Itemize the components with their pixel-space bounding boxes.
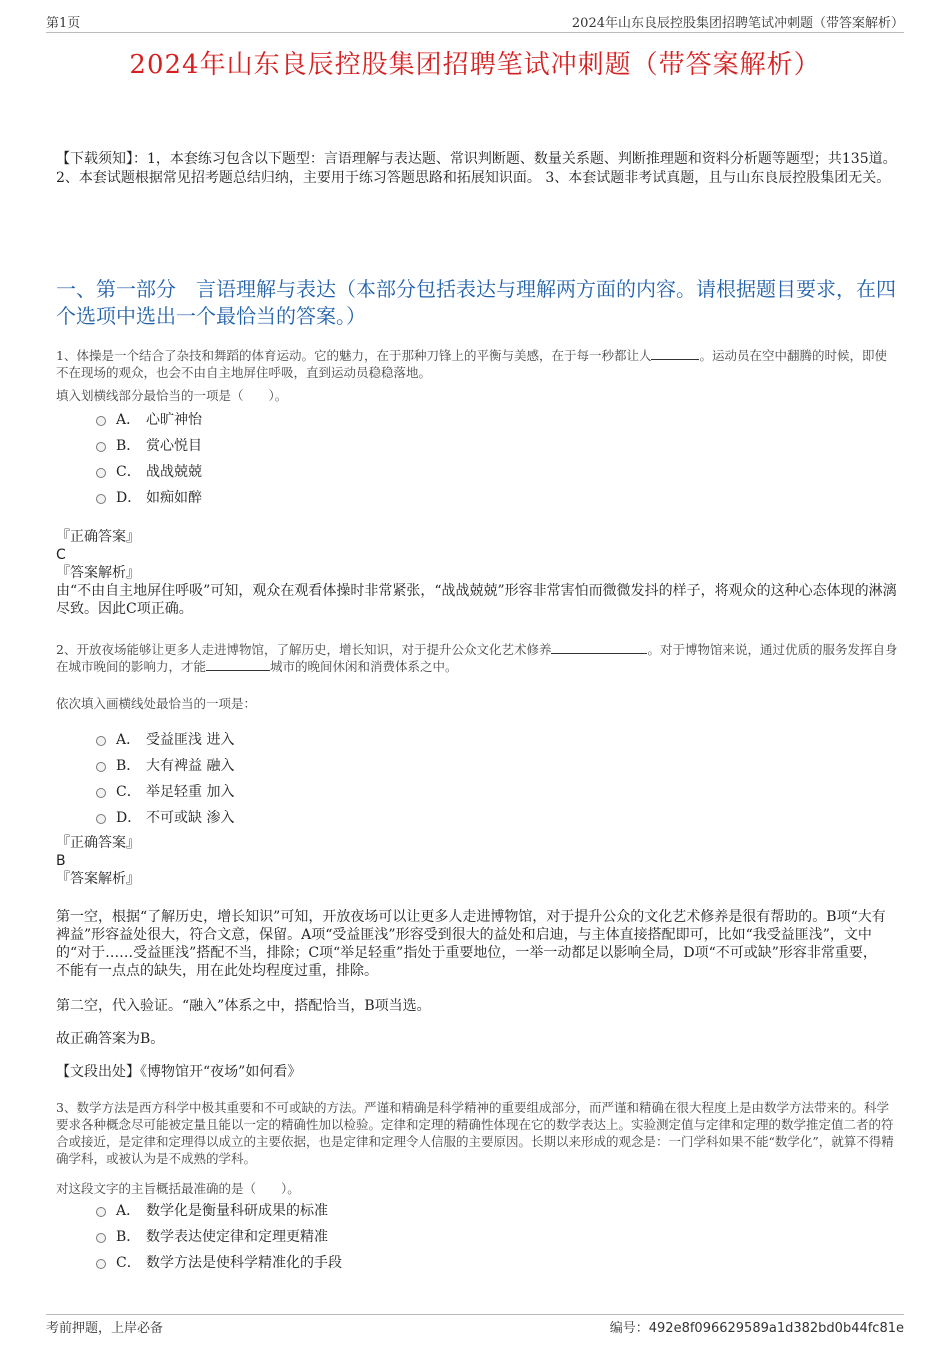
- q1-stem-part-a: 1、体操是一个结合了杂技和舞蹈的体育运动。它的魅力，在于那种刀锋上的平衡与美感，在于每一秒都让人: [56, 348, 652, 363]
- q2-blank-2: [206, 658, 270, 671]
- q3-option-b[interactable]: B． 数学表达使定律和定理更精准: [96, 1223, 342, 1249]
- q2-option-d[interactable]: D． 不可或缺 渗入: [96, 804, 234, 830]
- radio-icon[interactable]: [96, 1233, 106, 1243]
- q2-option-c[interactable]: C． 举足轻重 加入: [96, 778, 234, 804]
- q3-option-a[interactable]: A． 数学化是衡量科研成果的标准: [96, 1197, 342, 1223]
- radio-icon[interactable]: [96, 788, 106, 798]
- q1-option-d[interactable]: D． 如痴如醉: [96, 484, 202, 510]
- q1-option-b[interactable]: B． 赏心悦目: [96, 432, 202, 458]
- q2-analysis-para-3: 故正确答案为B。: [56, 1031, 165, 1047]
- question-3-stem: 3、数学方法是西方科学中极其重要和不可或缺的方法。严谨和精确是科学精神的重要组成部分，而严谨和精确在很大程度上是由数学方法带来的。科学要求各种概念尽可能被定量且能以一定的精确性加以检验。定律和定理的精确性体现在它的数学表达上。实验测定值与定律和定理的数学推定值二者的符合或接近，是定律和定理得以成立的主要依据，也是定律和定理令人信服的主要原因。长期以来形成的观念是：一门学科如果不能“数学化”，就算不得精确学科，或被认为是不成熟的学科。: [56, 1100, 894, 1166]
- radio-icon[interactable]: [96, 468, 106, 478]
- q2-analysis-para-2: 第二空，代入验证。“融入”体系之中，搭配恰当，B项当选。: [56, 998, 431, 1014]
- question-2-stem: [56, 641, 898, 675]
- q3-options: [96, 1197, 342, 1275]
- radio-icon[interactable]: [96, 1207, 106, 1217]
- radio-icon[interactable]: [96, 736, 106, 746]
- radio-icon[interactable]: [96, 1259, 106, 1269]
- section-heading: 一、第一部分 言语理解与表达（本部分包括表达与理解两方面的内容。请根据题目要求，在四个选项中选出一个最恰当的答案。）: [56, 277, 896, 328]
- q2-option-b[interactable]: B． 大有裨益 融入: [96, 752, 234, 778]
- q2-stem-part-a: 2、开放夜场能够让更多人走进博物馆，了解历史，增长知识，对于提升公众文化艺术修养: [56, 642, 552, 657]
- q2-blank-1: [551, 641, 647, 654]
- q2-stem-part-b: 。对于博物馆来说，通过优质的服务发挥自身在城市晚间的影响力，才能: [56, 642, 898, 674]
- q1-prompt: 填入划横线部分最恰当的一项是（ ）。: [56, 388, 288, 403]
- q2-options: [96, 726, 234, 830]
- analysis-label: 『答案解析』: [56, 565, 140, 581]
- q3-prompt: 对这段文字的主旨概括最准确的是（ ）。: [56, 1181, 300, 1196]
- q1-stem-part-b: 。运动员在空中翻腾的时候，即使不在现场的观众，也会不由自主地屏住呼吸，直到运动员稳稳落地。: [56, 348, 887, 380]
- radio-icon[interactable]: [96, 416, 106, 426]
- q3-option-c[interactable]: C． 数学方法是使科学精准化的手段: [96, 1249, 342, 1275]
- answer-value: C: [56, 547, 66, 563]
- analysis-text: 由“不由自主地屏住呼吸”可知，观众在观看体操时非常紧张，“战战兢兢”形容非常害怕而微微发抖的样子，将观众的这种心态体现的淋漓尽致。因此C项正确。: [56, 583, 897, 617]
- download-notice: 【下载须知】：1，本套练习包含以下题型：言语理解与表达题、常识判断题、数量关系题、判断推理题和资料分析题等题型；共135道。 2、本套试题根据常见招考题总结归纳，主要用于练习答题思路和拓展知识面。 3、本套试题非考试真题，且与山东良辰控股集团无关。: [56, 151, 897, 186]
- page-footer: [46, 1314, 904, 1337]
- footer-code: 编号：492e8f096629589a1d382bd0b44fc81e: [609, 1321, 904, 1336]
- q2-source: 【文段出处】《博物馆开“夜场”如何看》: [56, 1064, 302, 1080]
- radio-icon[interactable]: [96, 814, 106, 824]
- q1-options: [96, 406, 202, 510]
- page-title: 2024年山东良辰控股集团招聘笔试冲刺题（带答案解析）: [129, 50, 821, 80]
- radio-icon[interactable]: [96, 442, 106, 452]
- page-header: [46, 12, 904, 33]
- q2-prompt: 依次填入画横线处最恰当的一项是：: [56, 696, 257, 711]
- q2-stem-part-c: 城市的晚间休闲和消费体系之中。: [270, 659, 458, 674]
- q1-blank: [651, 347, 699, 360]
- page-number: 第1页: [46, 16, 81, 31]
- q1-option-c[interactable]: C． 战战兢兢: [96, 458, 202, 484]
- radio-icon[interactable]: [96, 494, 106, 504]
- q1-answer-block: [56, 528, 898, 618]
- answer-value: B: [56, 853, 66, 869]
- answer-label: 『正确答案』: [56, 835, 140, 851]
- q2-answer-block: [56, 834, 898, 888]
- answer-label: 『正确答案』: [56, 529, 140, 545]
- q2-analysis-para-1: 第一空，根据“了解历史，增长知识”可知，开放夜场可以让更多人走进博物馆，对于提升公众的文化艺术修养是很有帮助的。B项“大有裨益”形容益处很大，符合文意，保留。A项“受益匪浅”形容受到很大的益处和启迪，与主体直接搭配即可，比如“我受益匪浅”，文中的“对于……受益匪浅”搭配不当，排除；C项“举足轻重”指处于重要地位，一举一动都足以影响全局，D项“不可或缺”形容非常重要，不能有一点点的缺失，用在此处均程度过重，排除。: [56, 909, 886, 979]
- footer-slogan: 考前押题，上岸必备: [46, 1321, 164, 1336]
- radio-icon[interactable]: [96, 762, 106, 772]
- header-doc-title: 2024年山东良辰控股集团招聘笔试冲刺题（带答案解析）: [571, 16, 904, 31]
- q1-option-a[interactable]: A． 心旷神怡: [96, 406, 202, 432]
- question-1-stem: [56, 347, 898, 381]
- q2-option-a[interactable]: A． 受益匪浅 进入: [96, 726, 234, 752]
- analysis-label: 『答案解析』: [56, 871, 140, 887]
